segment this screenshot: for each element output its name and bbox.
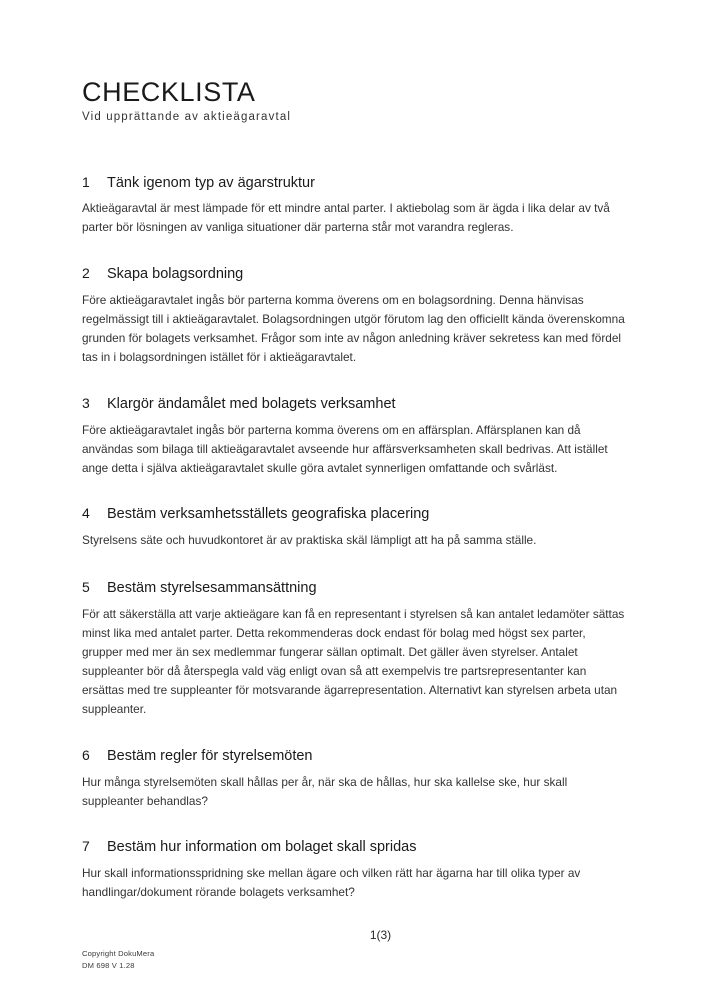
document-content [82,78,626,902]
footer-copyright: Copyright DokuMera [82,949,155,958]
section-number-3: 3 [82,395,90,412]
checklist-item-4 [82,504,626,550]
section-number-6: 6 [82,747,90,764]
section-number-1: 1 [82,173,90,190]
section-number-5: 5 [82,578,90,595]
section-title-2: Skapa bolagsordning [107,266,244,283]
page-title: CHECKLISTA [82,77,256,107]
section-title-6: Bestäm regler för styrelsemöten [107,748,313,765]
section-heading-7 [82,837,626,858]
section-heading-1 [82,173,626,194]
section-heading-2 [82,264,626,285]
section-heading-5 [82,578,626,599]
section-heading-4 [82,504,626,525]
section-body-7: Hur skall informationsspridning ske mellan ägare och vilken rätt har ägarna har till olika typer av handlingar/dokument rörande bolagets verksamhet? [82,865,581,899]
section-title-1: Tänk igenom typ av ägarstruktur [107,174,315,191]
checklist-item-6 [82,746,626,811]
checklist-item-5 [82,578,626,719]
section-body-4: Styrelsens säte och huvudkontoret är av praktiska skäl lämpligt att ha på samma ställe. [82,532,537,547]
checklist-sections [82,173,626,902]
section-title-4: Bestäm verksamhetsställets geografiska placering [107,506,430,523]
checklist-item-7 [82,837,626,902]
section-title-7: Bestäm hur information om bolaget skall spridas [107,838,417,855]
checklist-item-1 [82,173,626,238]
section-body-6: Hur många styrelsemöten skall hållas per år, när ska de hållas, hur ska kallelse ske, hur skall suppleanter behandlas? [82,774,568,808]
checklist-item-3 [82,394,626,478]
section-title-3: Klargör ändamålet med bolagets verksamhet [107,396,396,413]
footer-document-code: DM 698 V 1.28 [82,960,135,970]
page-footer [82,928,625,968]
section-number-2: 2 [82,265,90,282]
section-number-7: 7 [82,837,90,854]
section-heading-6 [82,746,626,767]
title-block [82,78,626,125]
page-subtitle: Vid upprättande av aktieägaravtal [82,110,292,123]
section-title-5: Bestäm styrelsesammansättning [107,579,317,596]
section-body-1: Aktieägaravtal är mest lämpade för ett mindre antal parter. I aktiebolag som är ägda i lika delar av två parter bör lösningen av vanliga situationer där parterna står mot varandra regleras. [82,201,610,235]
section-heading-3 [82,394,626,415]
checklist-item-2 [82,264,626,367]
section-number-4: 4 [82,505,90,522]
section-body-3: Före aktieägaravtalet ingås bör parterna komma överens om en affärsplan. Affärsplanen kan då användas som bilaga till aktieägaravtalet avseende hur affärsverksamheten skall bedrivas. Att istället ange detta i själva aktieägaravtalet skulle göra avtalet synnerligen omfattande och svårläst. [82,422,608,476]
footer-meta [82,948,154,972]
section-body-2: Före aktieägaravtalet ingås bör parterna komma överens om en bolagsordning. Denna hänvisas regelmässigt till i aktieägaravtalet. Bolagsordningen utgör förutom lag den officiellt kända överenskomna grunden för bolagets verksamhet. Frågor som inte av någon anledning kräver sekretess kan med fördel tas in i bolagsordningen istället för i aktieägaravtalet. [82,292,625,365]
section-body-5: För att säkerställa att varje aktieägare kan få en representant i styrelsen så kan antalet ledamöter sättas minst lika med antalet parter. Detta rekommenderas dock endast för bolag med högst sex parter, grupper med mer än sex medlemmar fungerar sällan optimalt. Det gäller även styrelser. Antalet suppleanter bör då återspegla vald väg enligt ovan så att exempelvis tre partsrepresentanter kan ersättas med tre suppleanter för motsvarande ägarrepresentation. Alternativt kan styrelsen arbeta utan suppleanter. [82,606,625,717]
page-number: 1(3) [369,928,392,942]
